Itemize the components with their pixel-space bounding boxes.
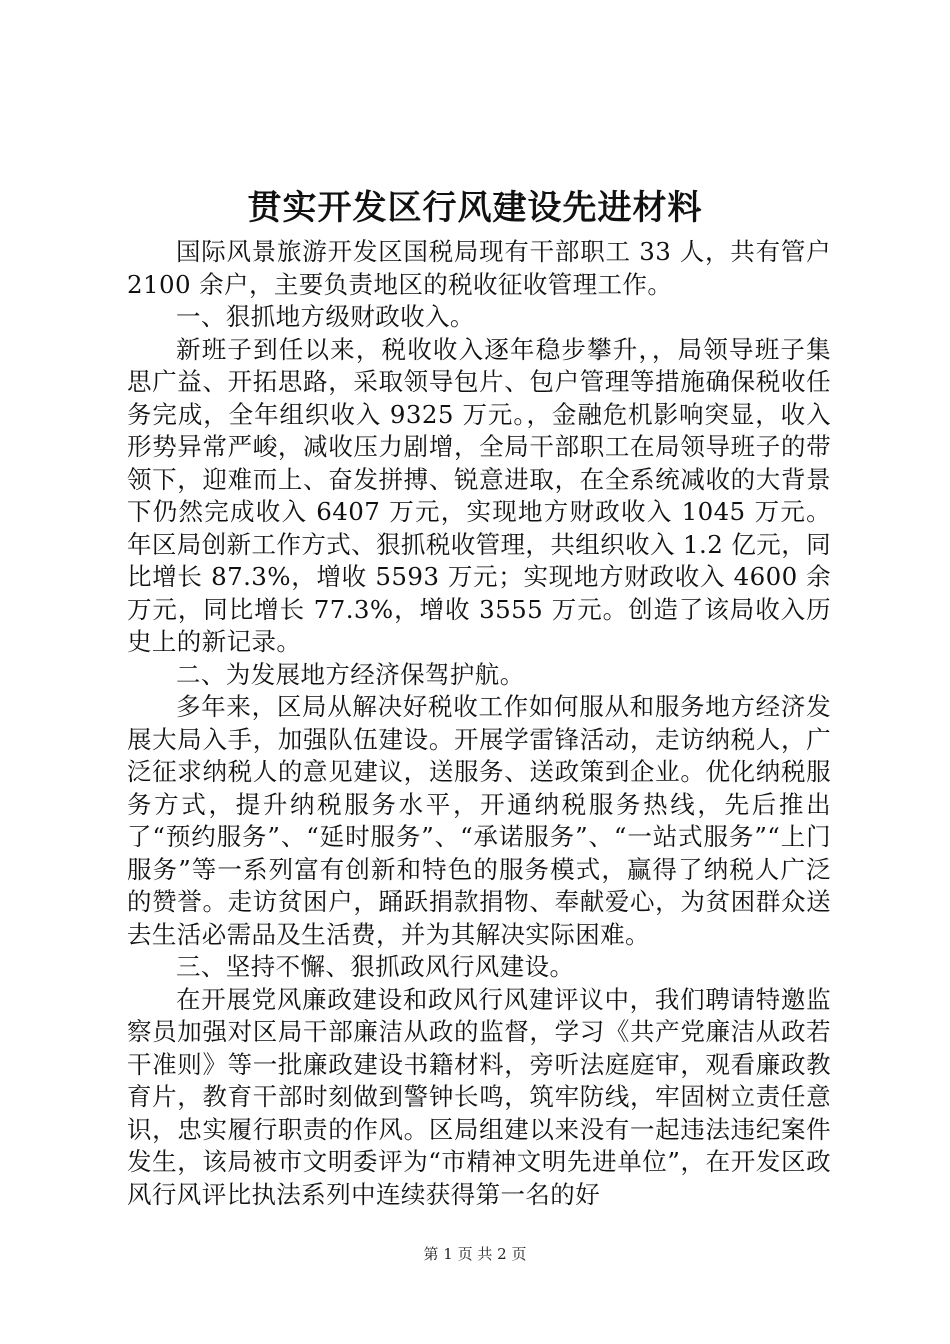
paragraph-integrity: 在开展党风廉政建设和政风行风建评议中，我们聘请特邀监察员加强对区局干部廉洁从政的监督，学习《共产党廉洁从政若干准则》等一批廉政建设书籍材料，旁听法庭庭审，观看廉政教育片，教育干部时刻做到警钟长鸣，筑牢防线，牢固树立责任意识，忠实履行职责的作风。区局组建以来没有一起违法违纪案件发生，该局被市文明委评为“市精神文明先进单位”，在开发区政风行风评比执法系列中连续获得第一名的好 <box>127 984 831 1209</box>
section-heading-1: 一、狠抓地方级财政收入。 <box>176 302 475 331</box>
paragraph-revenue: 新班子到任以来，税收收入逐年稳步攀升，，局领导班子集思广益、开拓思路，采取领导包片、包户管理等措施确保税收任务完成，全年组织收入 9325 万元。，金融危机影响突显，收入形势异常严峻，减收压力剧增，全局干部职工在局领导班子的带领下，迎难而上、奋发拼搏、锐意进取，在全系统减收的大背景下仍然完成收入 6407 万元，实现地方财政收入 1045 万元。年区局创新工作方式、狠抓税收管理，共组织收入 1.2 亿元，同比增长 87.3%，增收 5593 万元；实现地方财政收入 4600 余万元，同比增长 77.3%，增收 3555 万元。创造了该局收入历史上的新记录。 <box>127 334 831 656</box>
paragraph-service: 多年来，区局从解决好税收工作如何服从和服务地方经济发展大局入手，加强队伍建设。开展学雷锋活动，走访纳税人，广泛征求纳税人的意见建议，送服务、送政策到企业。优化纳税服务方式，提升纳税服务水平，开通纳税服务热线，先后推出了“预约服务”、“延时服务”、“承诺服务”、“一站式服务”“上门服务”等一系列富有创新和特色的服务模式，赢得了纳税人广泛的赞誉。走访贫困户，踊跃捐款捐物、奉献爱心，为贫困群众送去生活必需品及生活费，并为其解决实际困难。 <box>127 692 831 949</box>
page-footer: 第 1 页 共 2 页 <box>423 1245 527 1263</box>
section-heading-2: 二、为发展地方经济保驾护航。 <box>176 659 525 689</box>
document-title: 贯实开发区行风建设先进材料 <box>247 188 703 228</box>
section-heading-3: 三、坚持不懈、狠抓政风行风建设。 <box>176 952 575 981</box>
document-body <box>127 236 831 1211</box>
paragraph-intro: 国际风景旅游开发区国税局现有干部职工 33 人，共有管户 2100 余户，主要负责地区的税收征收管理工作。 <box>127 237 831 299</box>
